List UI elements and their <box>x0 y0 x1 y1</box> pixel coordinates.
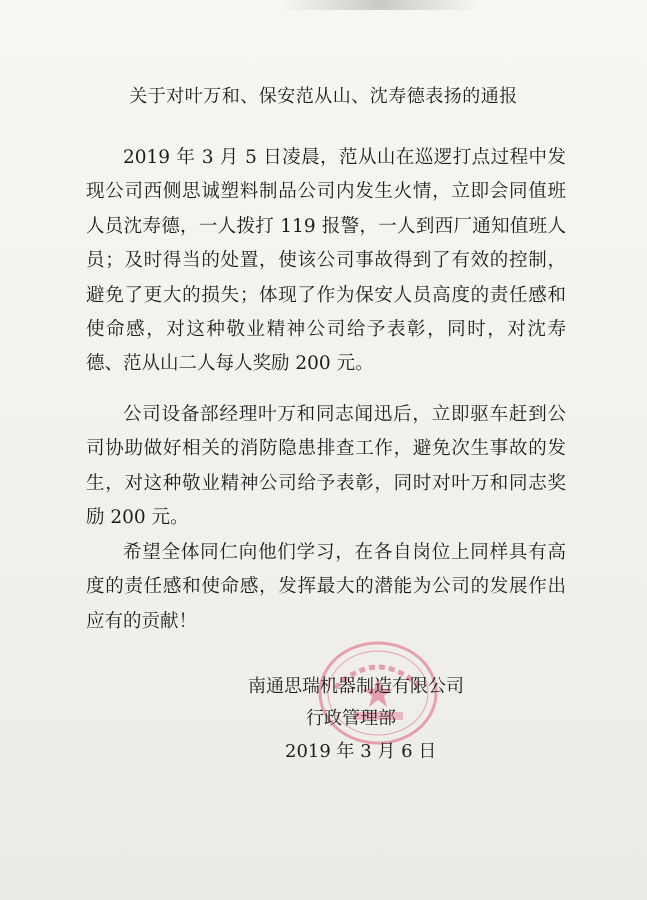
document-title: 关于对叶万和、保安范从山、沈寿德表扬的通报 <box>129 86 518 107</box>
paragraph-manager: 公司设备部经理叶万和同志闻迅后，立即驱车赶到公司协助做好相关的消防隐患排查工作，避免次生事故的发生，对这种敬业精神公司给予表彰，同时对叶万和同志奖励 200 元。 <box>86 404 566 529</box>
paragraph-incident: 2019 年 3 月 5 日凌晨，范从山在巡逻打点过程中发现公司西侧思诚塑料制品公司内发生火情，立即会同值班人员沈寿德，一人拨打 119 报警，一人到西厂通知值班人员；及时得当的处置，使该公司事故得到了有效的控制，避免了更大的损失；体现了作为保安人员高度的责任感和使命感，对这种敬业精神公司给予表彰，同时，对沈寿德、范从山二人每人奖励 200 元。 <box>86 147 566 375</box>
signature-company: 南通思瑞机器制造有限公司 <box>248 676 464 697</box>
paragraph-closing: 希望全体同仁向他们学习，在各自岗位上同样具有高度的责任感和使命感，发挥最大的潜能为公司的发展作出应有的贡献！ <box>86 542 566 632</box>
scan-shadow <box>280 0 480 10</box>
signature-date: 2019 年 3 月 6 日 <box>285 741 437 762</box>
signature-department: 行政管理部 <box>306 708 396 729</box>
